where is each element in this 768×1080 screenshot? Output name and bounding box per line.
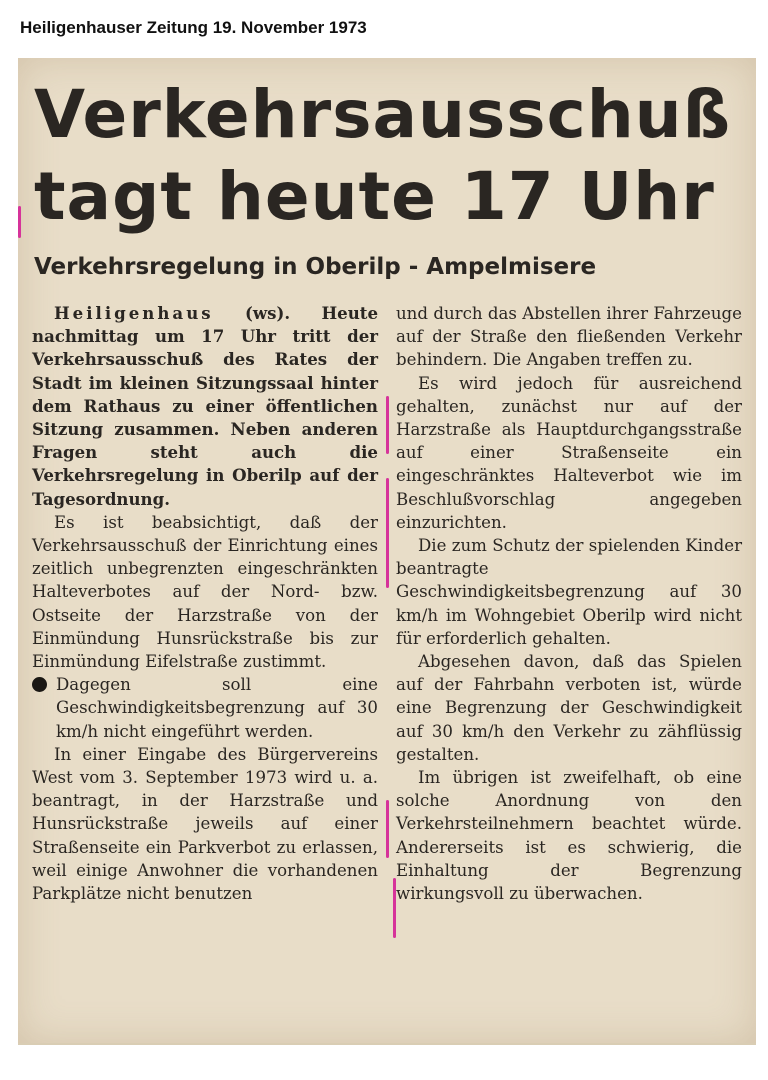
bullet-text: Dagegen soll eine Geschwindigkeitsbegrenzung auf 30 km/h nicht eingeführt werden.	[56, 675, 378, 741]
newspaper-clipping	[18, 58, 756, 1045]
newspaper-source-caption: Heiligenhauser Zeitung 19. November 1973	[20, 18, 367, 37]
highlighter-mark	[386, 396, 389, 454]
lead-paragraph	[32, 302, 378, 511]
paragraph: In einer Eingabe des Bürgervereins West vom 3. September 1973 wird u. a. beantragt, in der Harzstraße und Hunsrückstraße jeweils auf einer Straßenseite ein Parkverbot zu erlassen, weil einige Anwohner die vorhandenen Parkplätze nicht benutzen	[32, 744, 378, 904]
highlighter-mark	[18, 206, 21, 238]
subheadline: Verkehrsregelung in Oberilp - Ampelmisere	[34, 254, 597, 280]
highlighter-mark	[393, 878, 396, 938]
bullet-dot-icon	[32, 677, 47, 692]
paragraph-continued: und durch das Abstellen ihrer Fahrzeuge auf der Straße den fließenden Verkehr behindern. Die Angaben treffen zu.	[396, 304, 742, 370]
article-column-right	[396, 302, 742, 905]
paragraph: Abgesehen davon, daß das Spielen auf der Fahrbahn verboten ist, würde eine Begrenzung der Geschwindigkeit auf 30 km/h den Verkehr zu zähflüssig gestalten.	[396, 652, 742, 764]
paragraph: Im übrigen ist zweifelhaft, ob eine solche Anordnung von den Verkehrsteilnehmern beachtet würde. Andererseits ist es schwierig, die Einhaltung der Begrenzung wirkungsvoll zu überwachen.	[396, 768, 742, 904]
bullet-paragraph	[32, 673, 378, 743]
paragraph: Die zum Schutz der spielenden Kinder beantragte Geschwindigkeitsbegrenzung auf 30 km/h im Wohngebiet Oberilp wird nicht für erforderlich gehalten.	[396, 536, 742, 648]
highlighter-mark	[386, 800, 389, 858]
headline-line-1: Verkehrsausschuß	[34, 76, 732, 153]
paragraph: Es ist beabsichtigt, daß der Verkehrsausschuß der Einrichtung eines zeitlich unbegrenzten eingeschränkten Halteverbotes auf der Nord- bzw. Ostseite der Harzstraße von der Einmündung Hunsrückstraße bis zur Einmündung Eifelstraße zustimmt.	[32, 512, 378, 672]
paragraph: Es wird jedoch für ausreichend gehalten, zunächst nur auf der Harzstraße als Hauptdurchgangsstraße auf einer Straßenseite ein eingeschränktes Halteverbot wie im Beschlußvorschlag angegeben einzurichten.	[396, 373, 742, 532]
lead-text: (ws). Heute nachmittag um 17 Uhr tritt der Verkehrsausschuß des Rates der Stadt im kleinen Sitzungssaal hinter dem Rathaus zu einer öffentlichen Sitzung zusammen. Neben anderen Fragen steht auch die Verkehrsregelung in Oberilp auf der Tagesordnung.	[32, 303, 378, 509]
highlighter-mark	[386, 478, 389, 588]
headline-line-2: tagt heute 17 Uhr	[34, 158, 715, 235]
dateline: Heiligenhaus	[54, 303, 214, 323]
article-column-left	[32, 302, 378, 905]
